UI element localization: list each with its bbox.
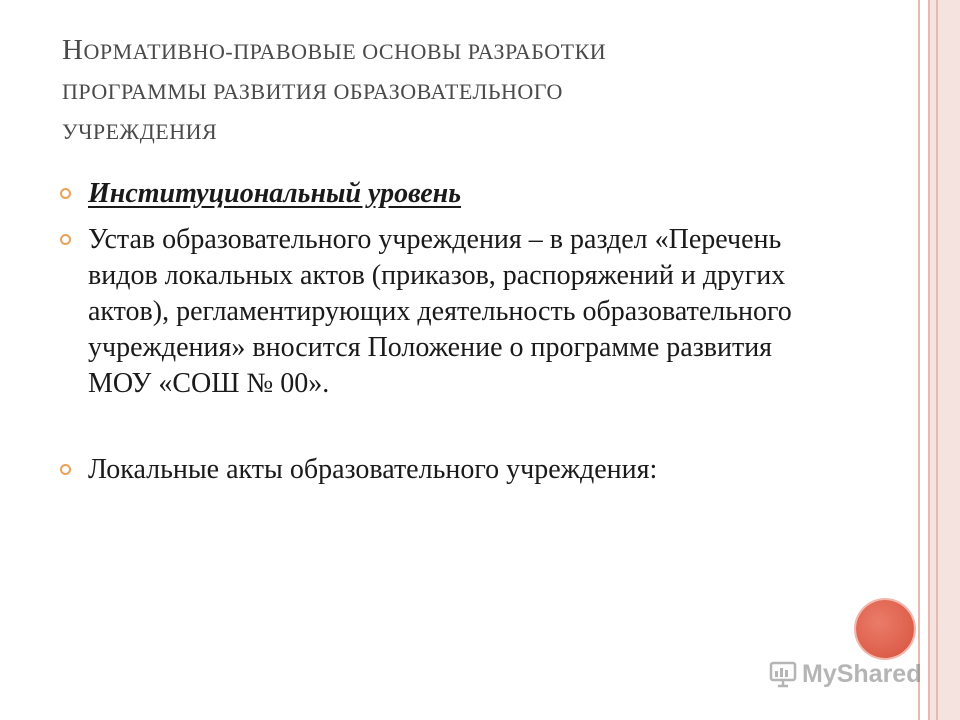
bullet-text: Локальные акты образовательного учреждения: [88, 454, 658, 485]
title-initial: Н [62, 34, 84, 66]
bullet-item [60, 176, 830, 212]
presentation-icon [768, 659, 798, 689]
decorative-orb [856, 600, 914, 658]
bullet-marker-icon [60, 234, 71, 245]
watermark-text: MyShared [802, 659, 922, 688]
bullet-text: Устав образовательного учреждения – в раздел «Перечень видов локальных актов (приказов, распоряжений и других актов), регламентирующих деятельность образовательного учреждения» вносится Положение о программе развития МОУ «СОШ № 00». [88, 224, 792, 399]
bullet-item [60, 452, 830, 488]
border-line [936, 0, 938, 720]
slide-title [62, 30, 842, 152]
title-line-2: ПРОГРАММЫ РАЗВИТИЯ ОБРАЗОВАТЕЛЬНОГО [62, 79, 563, 104]
right-border-strip [928, 0, 960, 720]
title-line-1: ОРМАТИВНО-ПРАВОВЫЕ ОСНОВЫ РАЗРАБОТКИ [83, 39, 607, 64]
bullet-text: Институциональный уровень [88, 178, 462, 209]
bullet-marker-icon [60, 464, 71, 475]
bullet-item [60, 222, 830, 402]
title-line-3: УЧРЕЖДЕНИЯ [62, 119, 218, 144]
border-line [918, 0, 920, 720]
watermark-logo[interactable] [768, 656, 921, 692]
bullet-marker-icon [60, 188, 71, 199]
border-line [928, 0, 930, 720]
bullet-list [60, 176, 830, 488]
